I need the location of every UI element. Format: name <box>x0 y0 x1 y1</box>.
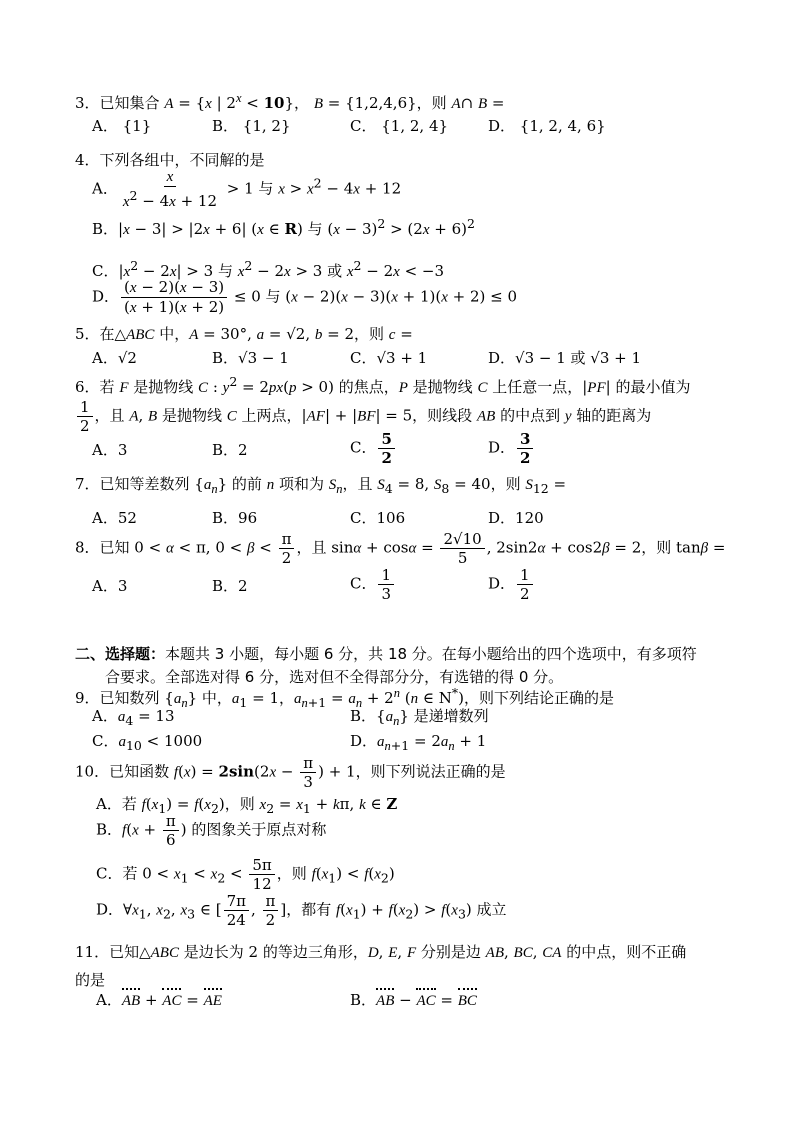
question-4-option-b: B．|x − 3| > |2x + 6| (x ∈ R) 与 $(x - 3)^2 > (2x + 6)^2$ <box>92 216 475 238</box>
question-8-option-b: B．2 <box>212 577 248 595</box>
section-2-title: 二、选择题： <box>75 645 166 663</box>
question-8-option-a: A．3 <box>92 577 128 595</box>
question-9-option-a: A．$a_4 = 13$ <box>92 707 175 728</box>
question-8-option-d: D． $\frac{1}{2}$ <box>488 566 535 603</box>
question-8-option-c: C． $\frac{1}{3}$ <box>350 566 396 603</box>
question-3-option-c: C． {1, 2, 4} <box>350 117 449 135</box>
question-9-option-c: C．$a_{10} < 1000$ <box>92 732 203 753</box>
question-10-stem: 10．已知函数 f(x) = 2sin(2x − $\frac{\pi}{3}$ ) + 1，则下列说法正确的是 <box>75 754 506 791</box>
question-5-option-b: B．√3 − 1 <box>212 349 289 367</box>
question-3-option-a: A． {1} <box>92 117 152 135</box>
question-10-option-c: C．若 $0 < x_1 < x_2$ < $\frac{5\pi}{12}$ ，则 $f(x_1) < f(x_2)$ <box>96 856 395 893</box>
question-11-option-a: A．AB + AC = AE <box>96 991 222 1009</box>
question-7-option-a: A．52 <box>92 509 137 527</box>
question-6-option-b: B．2 <box>212 441 248 459</box>
question-7-stem: 7．已知等差数列 $\{a_n\}$ 的前 n 项和为 $S_n$，且 $S_4 = 8$, $S_8 = 40$，则 $S_{12}$ = <box>75 475 567 496</box>
question-8-stem: 8．已知 0 < α < π, 0 < β < $\frac{\pi}{2}$ ，且 sinα + cosα = $\frac{2√10}{5}$ , 2sin2α + cos2β = 2，则 tanβ = <box>75 530 726 567</box>
question-3-option-d: D． {1, 2, 4, 6} <box>488 117 606 135</box>
section-2-description-2: 合要求。全部选对得 6 分，选对但不全得部分分，有选错的得 0 分。 <box>105 668 564 686</box>
question-10-option-b: B．f(x + $\frac{\pi}{6}$ ) 的图象关于原点对称 <box>96 812 327 849</box>
question-7-option-b: B．96 <box>212 509 258 527</box>
question-9-option-d: D．$a_{n+1} = 2a_n + 1$ <box>350 732 487 753</box>
question-5-option-c: C．√3 + 1 <box>350 349 428 367</box>
question-4-stem: 4．下列各组中，不同解的是 <box>75 151 265 169</box>
question-9-stem: 9．已知数列 $\{a_n\}$ 中，$a_1 = 1$，$a_{n+1} = a_n + 2^n$ (n ∈ N*)，则下列结论正确的是 <box>75 685 614 710</box>
question-11-stem-1: 11．已知△ABC 是边长为 2 的等边三角形，D, E, F 分别是边 AB, BC, CA 的中点，则不正确 <box>75 943 687 961</box>
question-5-option-a: A．√2 <box>92 349 137 367</box>
question-10-option-a: A．若 $f(x_1) = f(x_2)$，则 $x_2 = x_1 + k\pi$, k ∈ Z <box>96 795 398 816</box>
question-6-option-c: C． $\frac{5}{2}$ <box>350 430 397 467</box>
question-3-stem: 3．已知集合 A = {x | $2^x < 10$}， B = {1,2,4,6}，则 A∩ B = <box>75 91 505 112</box>
question-7-option-c: C．106 <box>350 509 406 527</box>
question-7-option-d: D．120 <box>488 509 544 527</box>
question-6-option-d: D． $\frac{3}{2}$ <box>488 430 535 467</box>
question-6-line-2: $\frac{1}{2}$ ，且 A, B 是抛物线 C 上两点，|AF| + |BF| = 5，则线段 AB 的中点到 y 轴的距离为 <box>75 398 651 435</box>
question-5-option-d: D．√3 − 1 或 √3 + 1 <box>488 349 642 367</box>
section-2-description-1: 本题共 3 小题，每小题 6 分，共 18 分。在每小题给出的四个选项中，有多项符 <box>165 645 697 663</box>
question-5-stem: 5．在△ABC 中，A = 30°, a = √2, b = 2，则 c = <box>75 325 413 343</box>
section-2-heading <box>75 644 697 664</box>
question-10-option-d: D．$\forall x_1$, $x_2$, $x_3$ ∈ [ $\frac{7\pi}{24}$ , $\frac{\pi}{2}$ ]，都有 $f(x_1) + f(x_2) > f(x_3)$ 成立 <box>96 892 507 929</box>
question-4-option-a: A． $\frac{x}{x^2 - 4x + 12}$ > 1 与 $x > x^2 - 4x + 12$ <box>92 169 402 210</box>
question-3-option-b: B． {1, 2} <box>212 117 291 135</box>
question-9-option-b: B．$\{a_n\}$ 是递增数列 <box>350 707 489 728</box>
question-6-line-1: 6．若 F 是抛物线 C : $y^2 = 2px(p > 0)$ 的焦点，P 是抛物线 C 上任意一点，|PF| 的最小值为 <box>75 374 691 396</box>
question-6-option-a: A．3 <box>92 441 128 459</box>
question-4-option-d: D． $\frac{(x - 2)(x - 3)}{(x + 1)(x + 2)}$ ≤ 0 与 (x − 2)(x − 3)(x + 1)(x + 2) ≤ 0 <box>92 278 518 316</box>
question-4-option-c: C．$|x^2 - 2x| > 3$ 与 $x^2 - 2x > 3$ 或 $x^2 - 2x < -3$ <box>92 258 445 280</box>
question-11-option-b: B．AB − AC = BC <box>350 991 477 1009</box>
question-11-stem-2: 的是 <box>75 971 106 989</box>
